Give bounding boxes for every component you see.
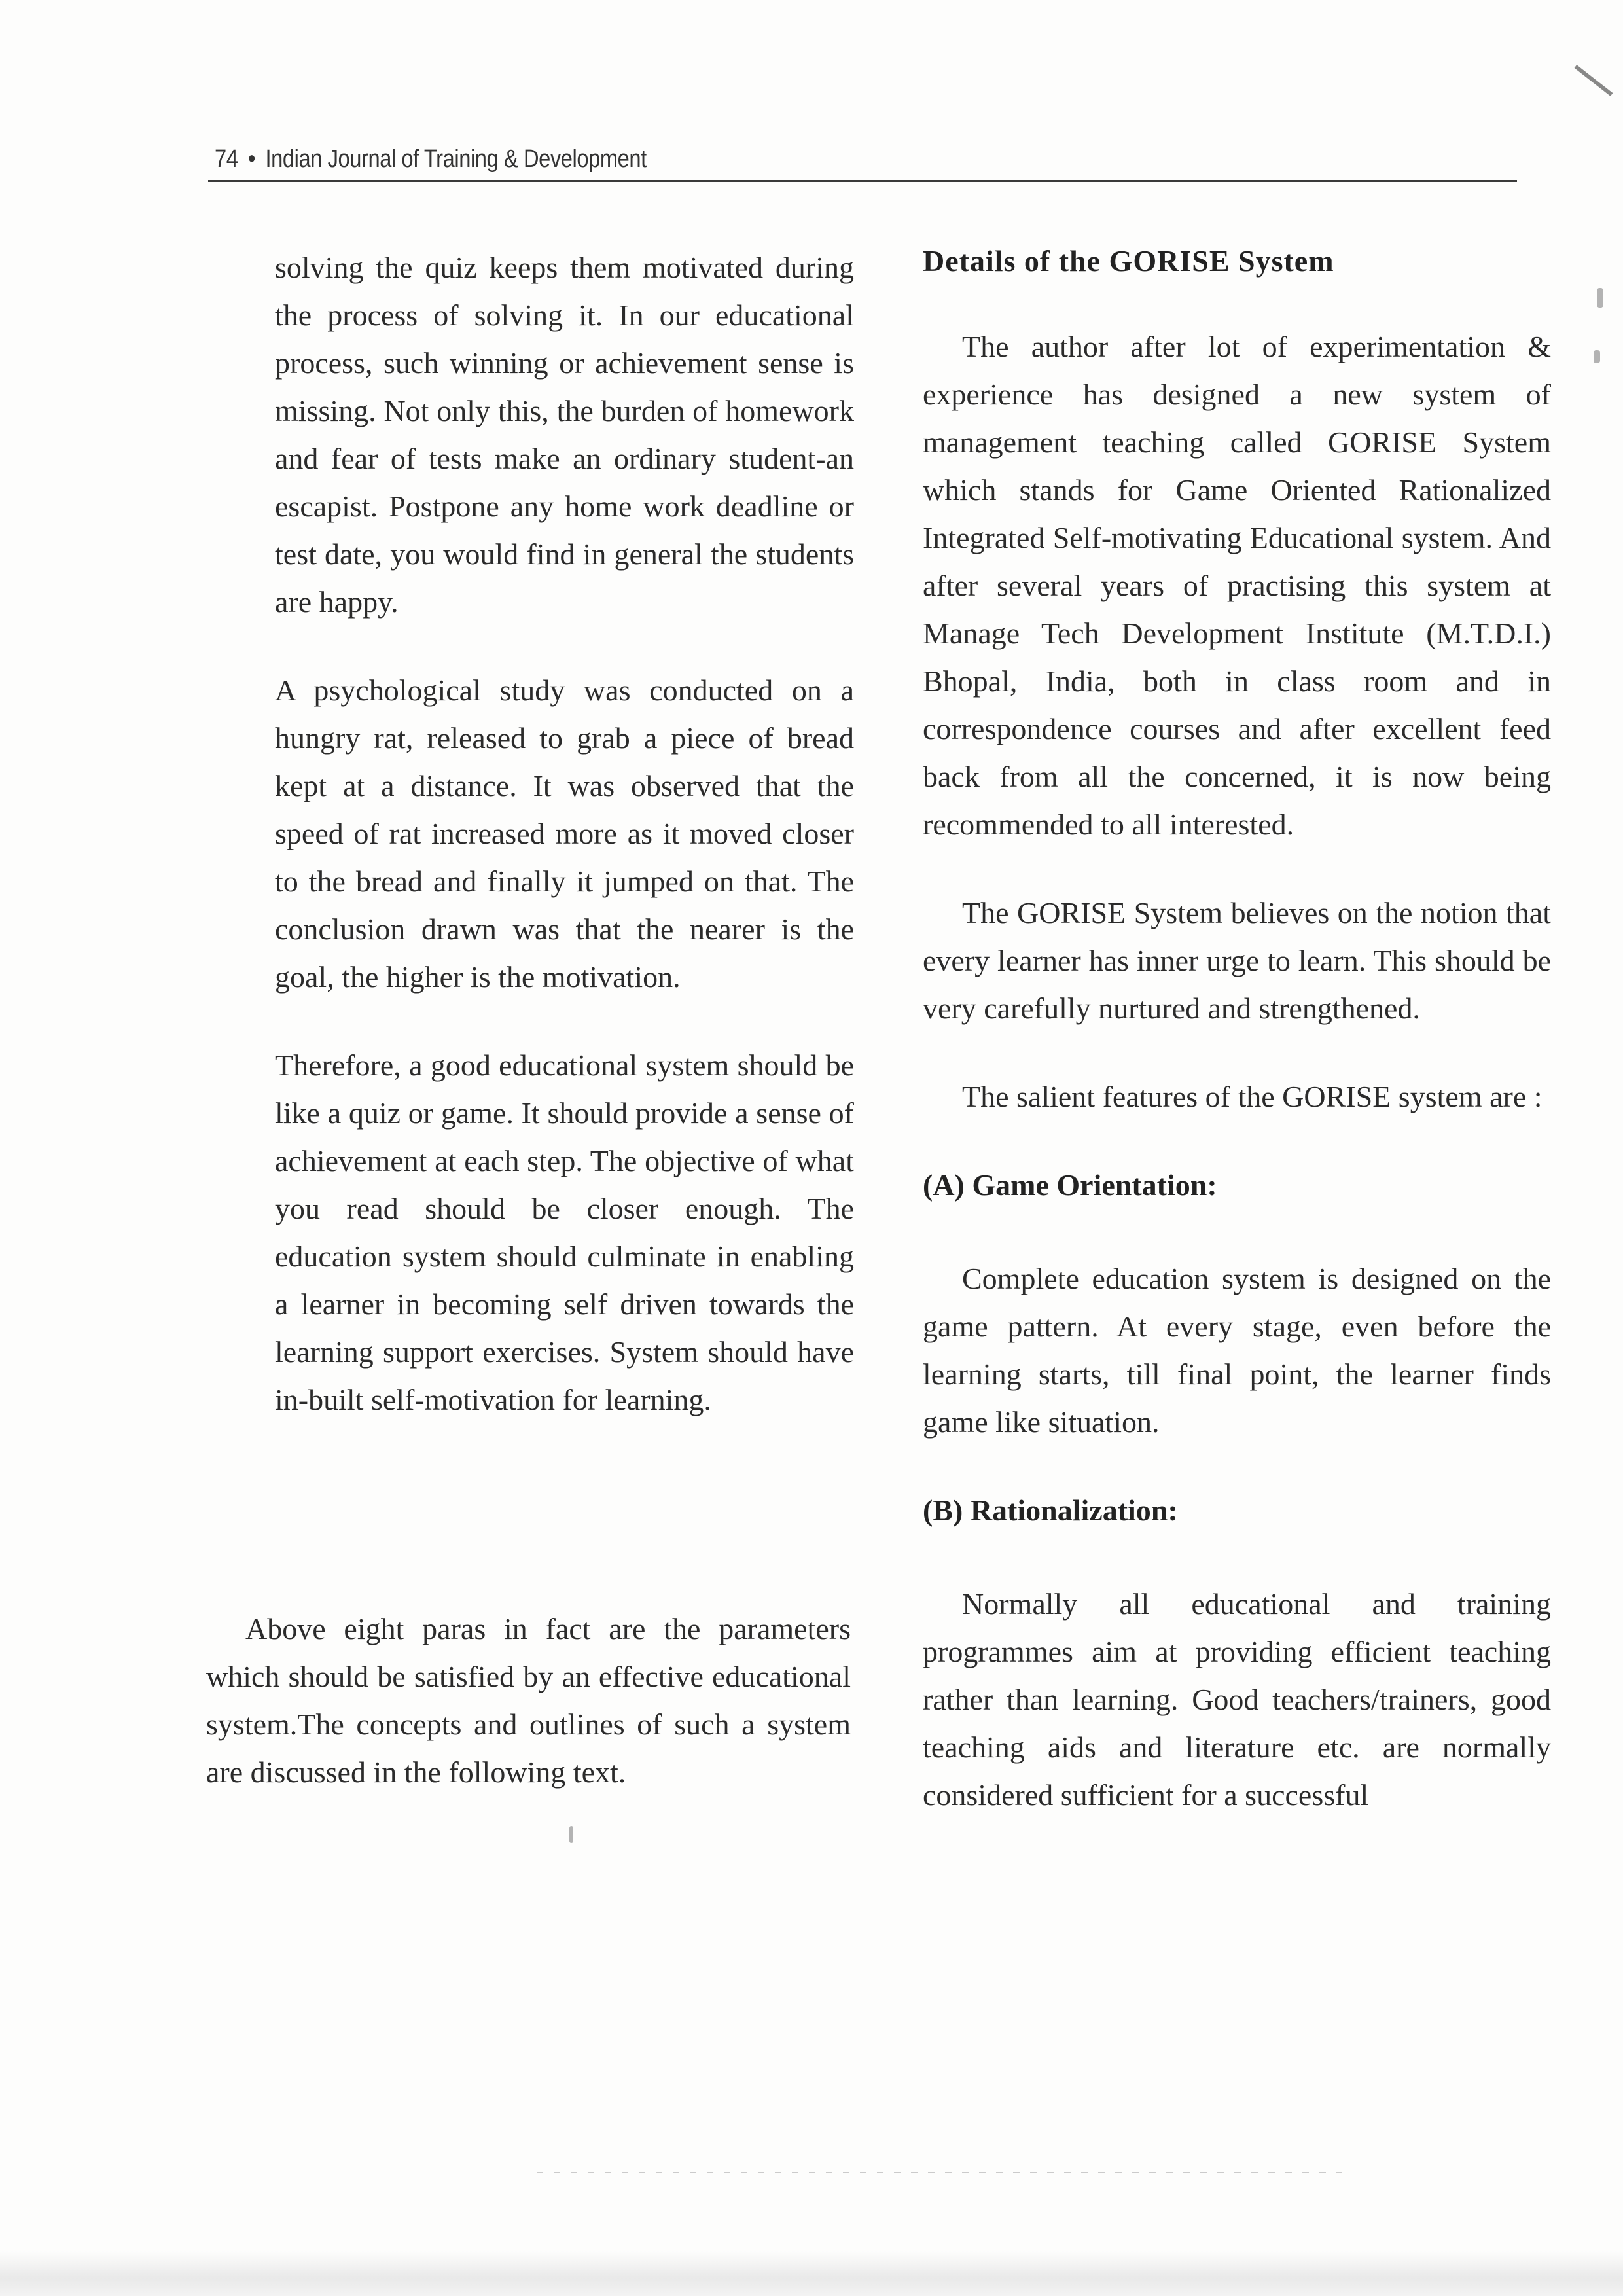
scan-corner-mark bbox=[1575, 65, 1613, 96]
left-closing-block bbox=[206, 1605, 851, 1796]
feature-heading-rationalization: (B) Rationalization: bbox=[923, 1494, 1178, 1527]
left-column bbox=[275, 243, 854, 1424]
paragraph-rat-study: A psychological study was conducted on a hungry rat, released to grab a piece of bread kept at a distance. It was observed that the speed of rat increased more as it moved closer to the bread and finally it jumped on that. The conclusion drawn was that the nearer is the goal, the higher is the motivation. bbox=[275, 673, 854, 994]
journal-title: Indian Journal of Training & Development bbox=[265, 145, 647, 173]
scan-bottom-edge bbox=[0, 2251, 1623, 2296]
feature-heading-game-orientation: (A) Game Orientation: bbox=[923, 1168, 1217, 1202]
paragraph-above-eight-paras: Above eight paras in fact are the parameters which should be satisfied by an effective educational system.The concepts and outlines of such a system are discussed in the following text. bbox=[206, 1612, 851, 1789]
paragraph-gorise-intro: The author after lot of experimentation & experience has designed a new system of management teaching called GORISE System which stands for Game Oriented Rationalized Integrated Self-motivating Educational system. And after several years of practising this system at Manage Tech Development Institute (M.T.D.I.) Bhopal, India, both in class room and in correspondence courses and after excellent feed back from all the concerned, it is now being recommended to all interested. bbox=[923, 330, 1551, 841]
paragraph-rationalization: Normally all educational and training programmes aim at providing efficient teaching rather than learning. Good teachers/trainers, good teaching aids and literature etc. are normally considered sufficient for a successful bbox=[923, 1587, 1551, 1812]
faint-dashed-line bbox=[537, 2172, 1342, 2173]
right-column bbox=[923, 237, 1551, 1819]
paragraph-game-orientation: Complete education system is designed on the game pattern. At every stage, even before the learning starts, till final point, the learner finds game like situation. bbox=[923, 1262, 1551, 1439]
paragraph-features-intro: The salient features of the GORISE system are : bbox=[962, 1080, 1543, 1113]
header-rule bbox=[208, 180, 1517, 182]
scan-speck bbox=[569, 1826, 573, 1843]
running-header bbox=[215, 145, 647, 173]
paragraph-good-system: Therefore, a good educational system should be like a quiz or game. It should provide a sense of achievement at each step. The objective of what you read should be closer enough. The education system should culminate in enabling a learner in becoming self driven towards the learning support exercises. System should have in-built self-motivation for learning. bbox=[275, 1049, 854, 1416]
bullet-separator-icon: • bbox=[247, 145, 256, 173]
page-number: 74 bbox=[215, 145, 238, 173]
section-heading: Details of the GORISE System bbox=[923, 244, 1334, 278]
paragraph-gorise-belief: The GORISE System believes on the notion that every learner has inner urge to learn. This should be very carefully nurtured and strengthened. bbox=[923, 896, 1551, 1025]
scan-speck bbox=[1594, 350, 1600, 363]
scan-speck bbox=[1597, 288, 1603, 308]
paragraph-quiz-motivation: solving the quiz keeps them motivated during the process of solving it. In our educational process, such winning or achievement sense is missing. Not only this, the burden of homework and fear of tests make an ordinary student-an escapist. Postpone any home work deadline or test date, you would find in general the students are happy. bbox=[275, 251, 854, 619]
